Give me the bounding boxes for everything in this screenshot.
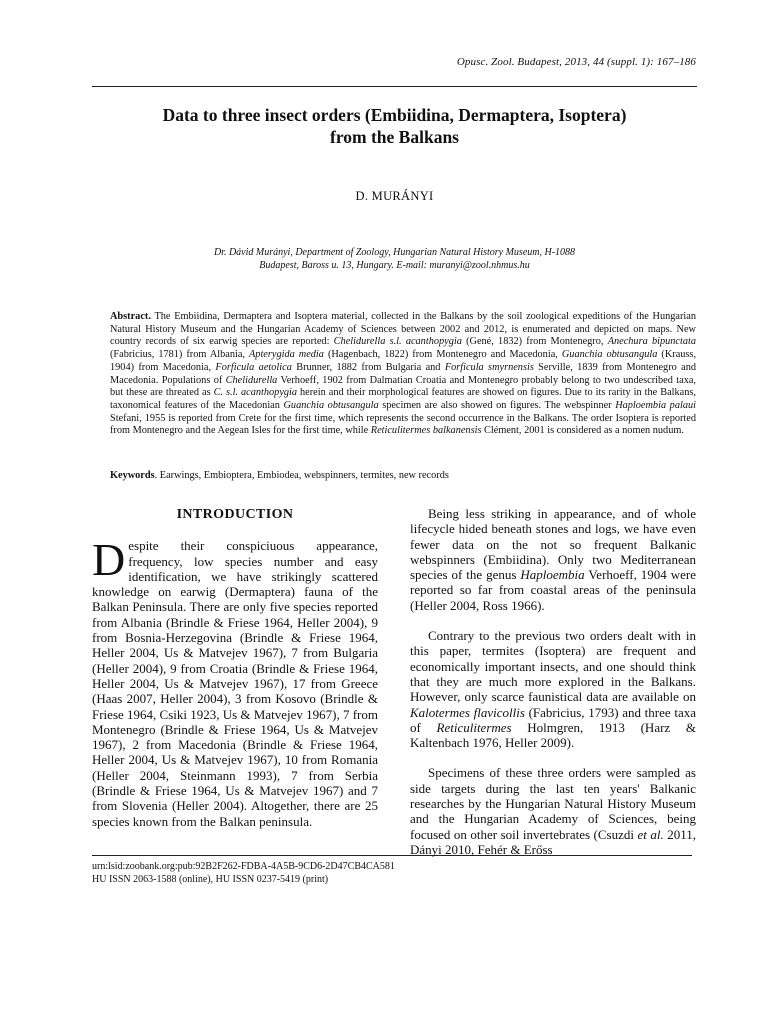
species-name: Forficula smyrnensis [444,361,534,373]
intro-paragraph-2 [410,506,696,613]
abstract-text: The Embiidina, Dermaptera and Isoptera material, collected in the Balkans by the soil zoological expeditions of the Hungarian Natural History Museum and the Hungarian Academy of Sciences between 2002 and 2012, is enumerated and depicted on maps. New country records of six earwig species are reported: [110,311,696,348]
title-line-1: Data to three insect orders (Embiidina, Dermaptera, Isoptera) [162,105,627,125]
abstract-text: (Gené, 1832) from Montenegro, [461,336,608,348]
paragraph-text: Being less striking in appearance, and of whole lifecycle hided beneath stones and logs, we have even fewer data on the not so frequent Balkanic webspinners (Embiidina). Only two Mediterranean species of the genus [410,506,696,583]
paragraph-text: Contrary to the previous two orders dealt with in this paper, termites (Isoptera) are frequent and economically important insects, and one should think that they are much more explored in the Balkans. However, only scarce faunistical data are available on [410,628,696,705]
intro-paragraph-4 [410,765,696,857]
abstract-text: Verhoeff, 1902 from Dalmatian Croatia and Montenegro probably belong to two undescribed taxa, but these are threated as [110,374,696,399]
affiliation [92,246,697,272]
genus-name: Haploembia [520,567,585,583]
paragraph-text: Holmgren, 1913 (Harz & Kaltenbach 1976, Heller 2009). [410,719,696,751]
paragraph-text: (Fabricius, 1793) and three taxa of [410,704,696,735]
species-name: Haploembia palaui [615,399,696,411]
journal-reference: Opusc. Zool. Budapest, 2013, 44 (suppl. 1): 167–186 [456,56,696,68]
title-line-2: from the Balkans [330,127,459,147]
affiliation-line-2: Budapest, Baross u. 13, Hungary. E-mail: muranyi@zool.nhmus.hu [259,260,530,271]
abstract-text: (Krauss, 1904) from Macedonia, [110,349,697,373]
abstract-label: Abstract. [110,311,151,322]
paragraph-text: Verhoeff, 1904 were reported so far from coastal areas of the peninsula (Heller 2004, Ross 1966). [410,567,696,613]
author: D. MURÁNYI [355,189,434,203]
species-name: Forficula aetolica [215,361,292,373]
footer-urn: urn:lsid:zoobank.org:pub:92B2F262-FDBA-4A5B-9CD6-2D47CB4CA581 [92,861,395,872]
species-name: Anechura bipunctata [607,336,696,348]
intro-paragraph-3 [410,628,696,750]
abstract-text: herein and their morphological features are showed on figures. Due to its rarity in the Balkans, taxonomical features of the Macedonian [110,387,696,411]
footer [92,860,692,886]
keywords-text: . Earwings, Embioptera, Embiodea, webspinners, termites, new records [154,470,449,481]
keywords [110,470,696,483]
intro-paragraph-1 [92,534,378,829]
footer-issn: HU ISSN 2063-1588 (online), HU ISSN 0237-5419 (print) [92,874,329,885]
column-left [92,506,378,829]
header-rule [92,86,697,87]
abstract-text: Serville, 1839 from Montenegro and Macedonia. Populations of [110,361,697,386]
paragraph-text: 2011, Dányi 2010, Fehér & Erőss [410,826,696,857]
abstract-text: specimen are also showed on figures. The webspinner [378,399,616,411]
species-name: Kalotermes flavicollis [410,704,525,720]
abstract-text: (Hagenbach, 1822) from Montenegro and Macedonia, [323,349,562,361]
paper-title [92,104,697,148]
affiliation-line-1: Dr. Dávid Murányi, Department of Zoology, Hungarian Natural History Museum, H-1088 [213,247,576,258]
abstract-text: Brunner, 1882 from Bulgaria and [291,361,445,373]
species-name: Apterygida media [249,349,324,361]
species-name: Guanchia obtusangula [561,349,658,361]
species-name: Chelidurella [225,374,278,386]
keywords-label: Keywords [110,470,155,481]
abstract [110,311,696,438]
abstract-text: (Fabricius, 1781) from Albania, [110,349,249,361]
genus-name: Reticulitermes [436,719,512,735]
intro-paragraph-1-text: espite their conspiciuous appearance, frequency, low species number and easy identification, we have strikingly scattered knowledge on earwig (Dermaptera) fauna of the Balkan Peninsula. There are only five species reported from Albania (Brindle & Friese 1964, Heller 2004), 9 from Bosnia-Herzegovina (Brindle & Friese 1964, Heller 2004, Us & Matvejev 1967), 7 from Bulgaria (Heller 2004), 9 from Croatia (Brindle & Friese 1964, Heller 2004, Us & Matvejev 1967), 17 from Greece (Haas 2007, Heller 2004), 3 from Kosovo (Brindle & Friese 1964, Csiki 1923, Us & Matvejev 1967), 7 from Montenegro (Brindle & Friese 1964, Us & Matvejev 1967), 2 from Macedonia (Brindle & Friese 1964, Heller 2004, Us & Matvejev 1967), 10 from Romania (Heller 2004, Steinmann 1993), 7 from Serbia (Brindle & Friese 1964, Us & Matvejev 1967) and 7 from Slovenia (Heller 2004). Altogether, there are 25 species known from the Balkan peninsula. [92,538,378,829]
species-name: Chelidurella s.l. acanthopygia [333,336,462,348]
et-al: et al. [637,826,664,842]
paragraph-text: Specimens of these three orders were sampled as side targets during the last ten years' Balkanic researches by the Hungarian Natural History Museum and the Hungarian Academy of Sciences, being focused on other soil invertebrates (Csuzdi [410,765,696,842]
species-name: Reticulitermes balkanensis [370,425,482,437]
section-heading-introduction: INTRODUCTION [176,507,294,522]
abstract-text: Stefani, 1955 is reported from Crete for the first time, which represents the second occurrence in the Balkans. The order Isoptera is reported from Montenegro and the Aegean Isles for the first time, while [110,412,696,437]
species-name: Guanchia obtusangula [283,399,379,411]
abstract-text: Clément, 2001 is considered as a nomen nudum. [481,425,684,437]
footer-rule [92,855,692,856]
column-right [410,506,696,872]
drop-cap: D [92,534,126,586]
species-name: C. s.l. acanthopygia [213,387,298,399]
